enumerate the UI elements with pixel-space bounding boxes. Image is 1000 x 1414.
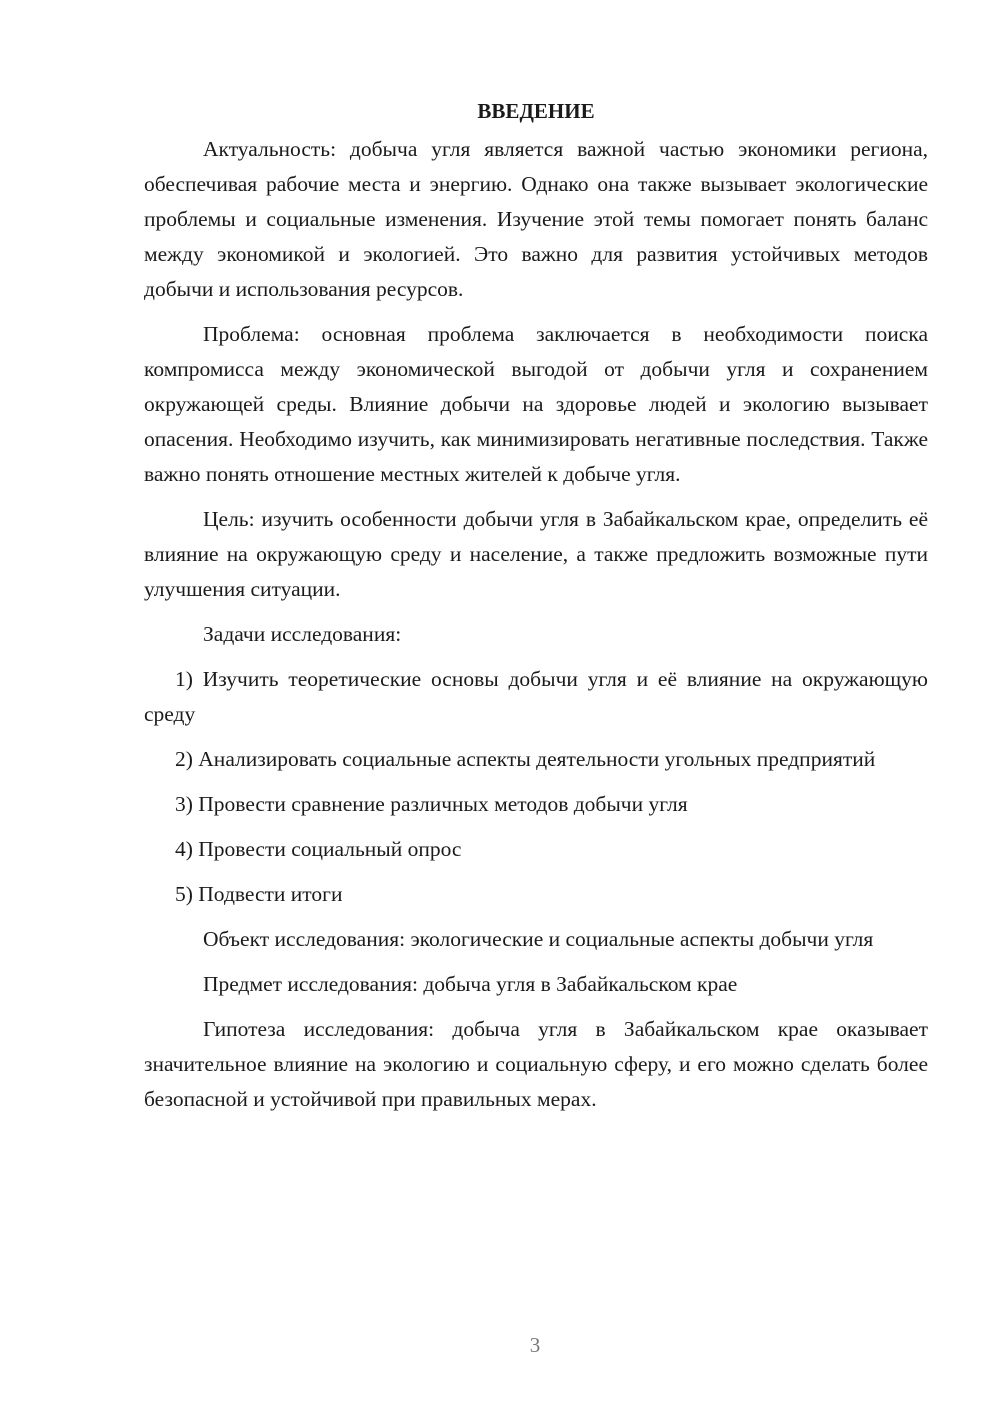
task-item: 3) Провести сравнение различных методов добычи угля xyxy=(175,792,688,816)
paragraph-object: Объект исследования: экологические и социальные аспекты добычи угля xyxy=(203,927,874,951)
tasks-heading: Задачи исследования: xyxy=(203,622,402,646)
paragraph-hypothesis: Гипотеза исследования: добыча угля в Забайкальском крае оказывает значительное влияние на экологию и социальную сферу, и его можно сделать более безопасной и устойчивой при правильных мерах. xyxy=(144,1017,928,1111)
document-page xyxy=(144,96,928,1127)
paragraph-problem: Проблема: основная проблема заключается в необходимости поиска компромисса между экономической выгодой от добычи угля и сохранением окружающей среды. Влияние добычи на здоровье людей и экологию вызывает опасения. Необходимо изучить, как минимизировать негативные последствия. Также важно понять отношение местных жителей к добыче угля. xyxy=(144,322,928,486)
paragraph-goal: Цель: изучить особенности добычи угля в Забайкальском крае, определить её влияние на окружающую среду и население, а также предложить возможные пути улучшения ситуации. xyxy=(144,507,928,601)
task-item: 5) Подвести итоги xyxy=(175,882,343,906)
page-number: 3 xyxy=(529,1333,541,1357)
task-item: 4) Провести социальный опрос xyxy=(175,837,462,861)
section-title: ВВЕДЕНИЕ xyxy=(477,99,595,123)
task-item: 2) Анализировать социальные аспекты деятельности угольных предприятий xyxy=(175,747,876,771)
paragraph-relevance: Актуальность: добыча угля является важной частью экономики региона, обеспечивая рабочие места и энергию. Однако она также вызывает экологические проблемы и социальные изменения. Изучение этой темы помогает понять баланс между экономикой и экологией. Это важно для развития устойчивых методов добычи и использования ресурсов. xyxy=(144,137,928,301)
paragraph-subject: Предмет исследования: добыча угля в Забайкальском крае xyxy=(203,972,738,996)
task-item: 1) Изучить теоретические основы добычи угля и её влияние на окружающую среду xyxy=(144,667,928,726)
tasks-list xyxy=(144,662,928,912)
